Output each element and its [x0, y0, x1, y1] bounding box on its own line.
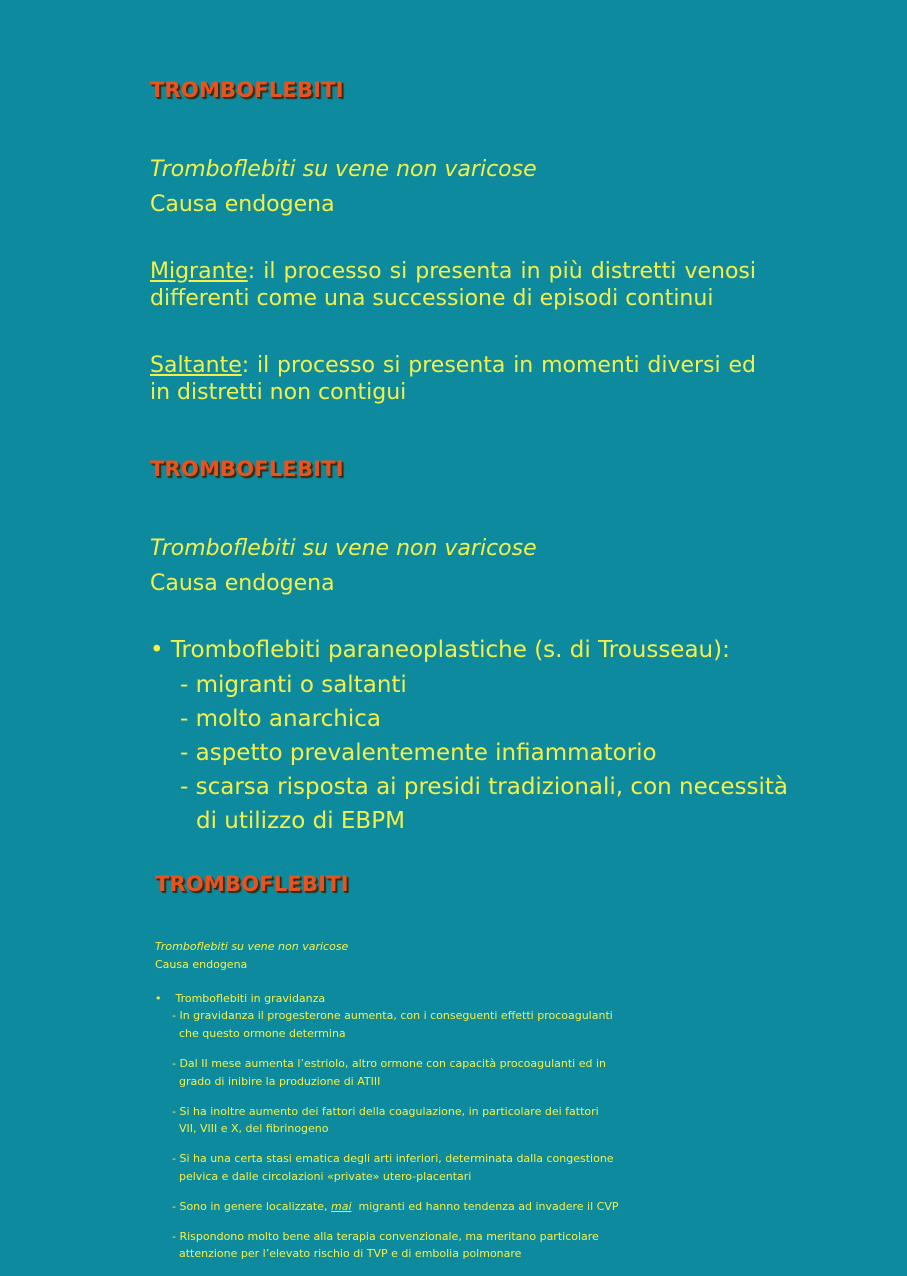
slide-2-bullet: • Tromboflebiti paraneoplastiche (s. di Trousseau):: [150, 637, 730, 663]
slide-2-title: TROMBOFLEBITI: [150, 457, 344, 481]
slide-2-item: - scarsa risposta ai presidi tradizionali, con necessità: [180, 774, 789, 800]
slide-2-item: - molto anarchica: [180, 706, 381, 732]
item-text: migranti ed hanno tendenza ad invadere il CVP: [351, 1200, 619, 1213]
slide-2-subtitle: Tromboflebiti su vene non varicose: [150, 536, 537, 561]
slide-3-item: [172, 1200, 619, 1213]
slide-3-item-continuation: pelvica e dalle circolazioni «private» utero-placentari: [179, 1170, 472, 1183]
slide-3-item-continuation: VII, VIII e X, del fibrinogeno: [179, 1122, 329, 1135]
saltante-term: Saltante: [150, 353, 242, 378]
slide-2-item-continuation: di utilizzo di EBPM: [196, 808, 405, 834]
slide-1-saltante-paragraph: [150, 352, 756, 406]
slide-2-cause: Causa endogena: [150, 571, 335, 596]
slide-1-title: TROMBOFLEBITI: [150, 78, 344, 102]
slide-3-cause: Causa endogena: [155, 958, 248, 971]
slide-3-item-continuation: che questo ormone determina: [179, 1027, 346, 1040]
slide-3-bullet: • Tromboflebiti in gravidanza: [155, 992, 326, 1005]
slide-3-item: - Si ha inoltre aumento dei fattori della coagulazione, in particolare dei fattori: [172, 1105, 599, 1118]
slide-3-item-continuation: grado di inibire la produzione di ATIII: [179, 1075, 381, 1088]
slide-1-cause: Causa endogena: [150, 192, 335, 217]
slide-2-item: - migranti o saltanti: [180, 672, 407, 698]
saltante-text: : il processo si presenta in momenti diversi ed in distretti non contigui: [150, 353, 756, 405]
item-text: - Sono in genere localizzate,: [172, 1200, 331, 1213]
item-emphasis: mai: [330, 1200, 352, 1213]
slide-3-item-continuation: attenzione per l’elevato rischio di TVP e di embolia polmonare: [179, 1247, 522, 1260]
slide-1-migrante-paragraph: [150, 258, 756, 312]
slide-2-item: - aspetto prevalentemente infiammatorio: [180, 740, 657, 766]
slide-3-item: - Rispondono molto bene alla terapia convenzionale, ma meritano particolare: [172, 1230, 599, 1243]
migrante-term: Migrante: [150, 259, 248, 284]
slide-3-subtitle: Tromboflebiti su vene non varicose: [155, 940, 349, 953]
slide-3-item: - In gravidanza il progesterone aumenta, con i conseguenti effetti procoagulanti: [172, 1009, 613, 1022]
slide-1-subtitle: Tromboflebiti su vene non varicose: [150, 157, 537, 182]
slide-3-item: - Dal II mese aumenta l’estriolo, altro ormone con capacità procoagulanti ed in: [172, 1057, 607, 1070]
migrante-text: : il processo si presenta in più distretti venosi differenti come una successione di episodi continui: [150, 259, 756, 311]
slide-3-title: TROMBOFLEBITI: [155, 872, 349, 896]
slide-3-item: - Si ha una certa stasi ematica degli arti inferiori, determinata dalla congestione: [172, 1152, 614, 1165]
